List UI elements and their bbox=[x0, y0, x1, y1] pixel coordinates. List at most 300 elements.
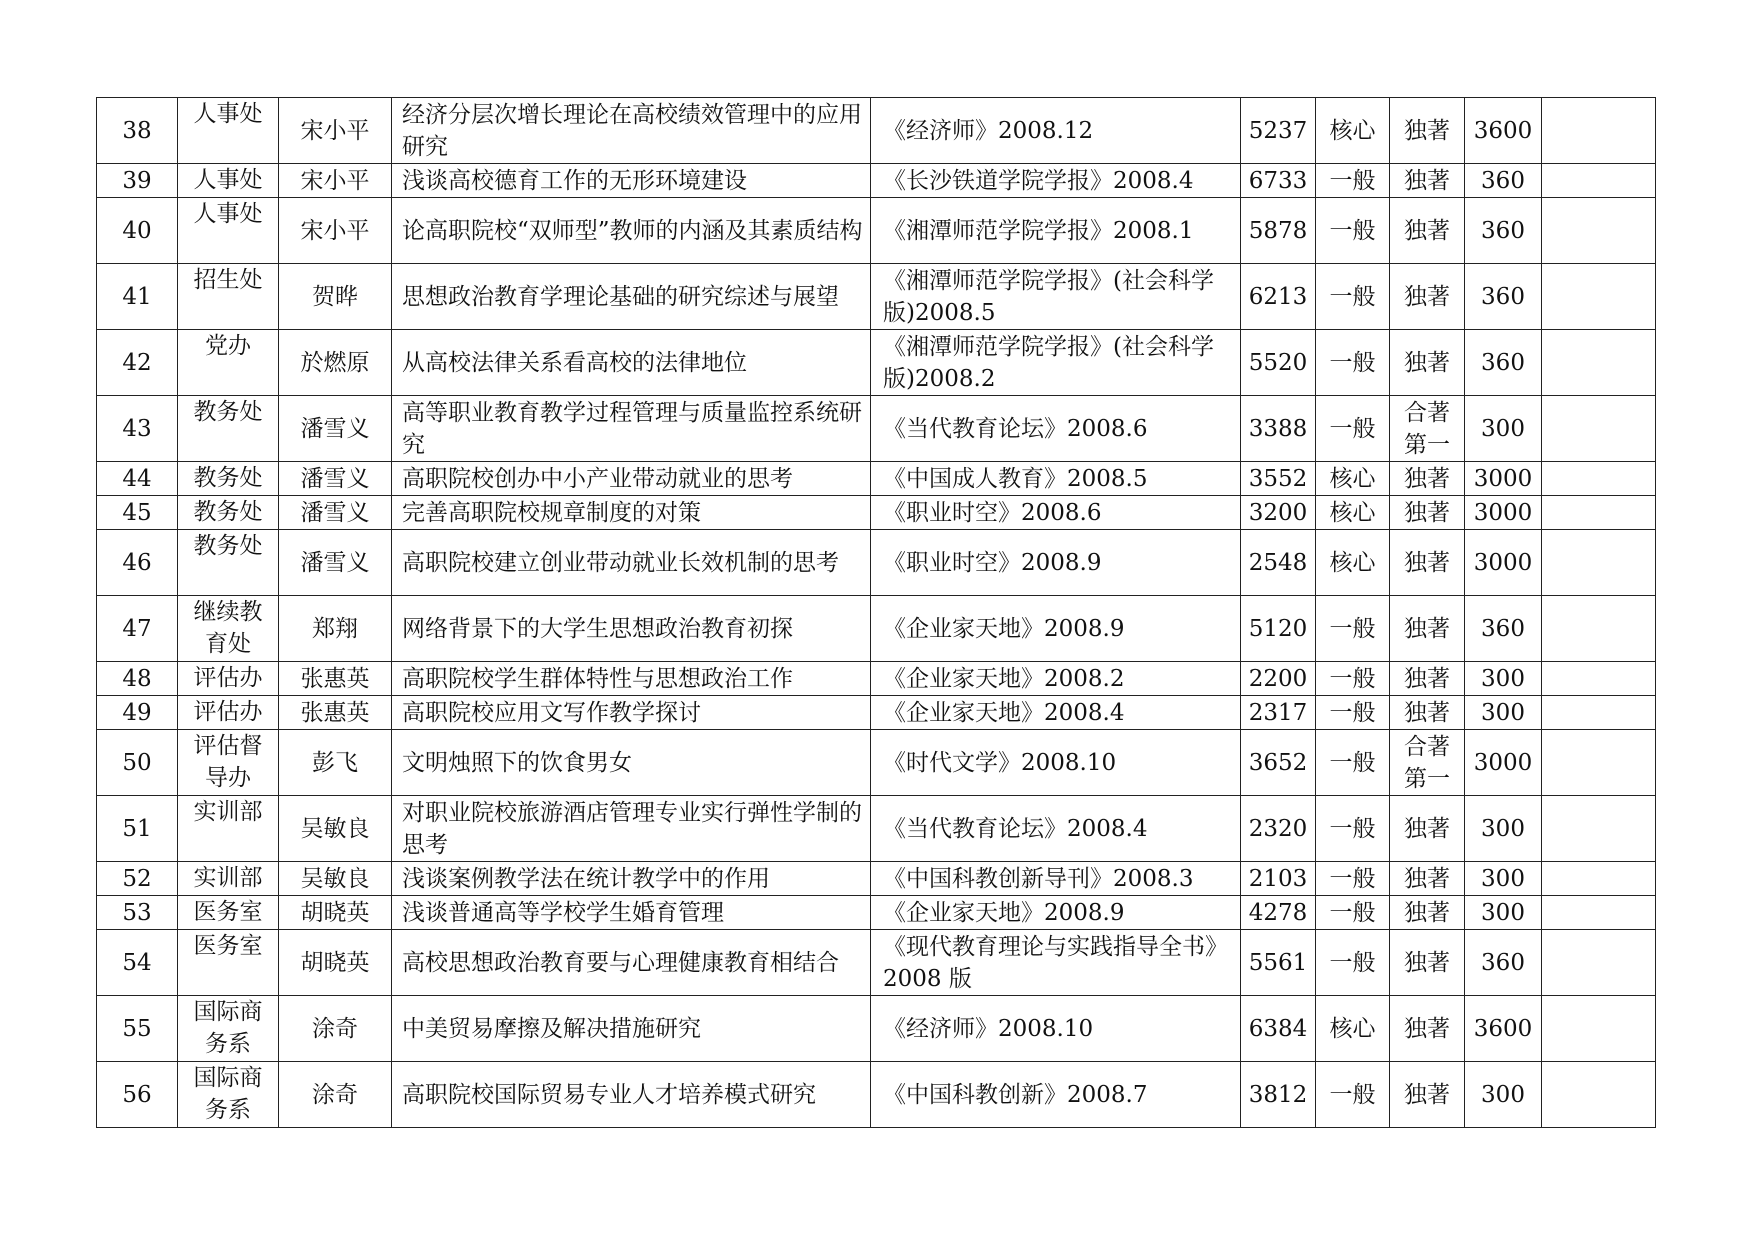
score: 300 bbox=[1481, 415, 1525, 442]
note-cell bbox=[1542, 862, 1656, 896]
journal-cell bbox=[871, 98, 1241, 164]
department: 国际商务系 bbox=[193, 999, 263, 1057]
score: 360 bbox=[1481, 217, 1525, 244]
author-cell bbox=[279, 396, 392, 462]
department-cell bbox=[178, 596, 279, 662]
authorship-type: 独著 bbox=[1404, 499, 1450, 526]
row-number: 53 bbox=[122, 899, 152, 926]
author: 涂奇 bbox=[312, 1081, 358, 1108]
journal-level: 一般 bbox=[1329, 167, 1376, 194]
department-cell bbox=[178, 496, 279, 530]
authorship-type-cell bbox=[1390, 796, 1465, 862]
word-count-cell bbox=[1241, 796, 1316, 862]
author: 於燃原 bbox=[300, 349, 370, 376]
authorship-type: 独著 bbox=[1404, 549, 1450, 576]
table-row bbox=[97, 98, 1656, 164]
word-count: 3652 bbox=[1248, 749, 1308, 776]
word-count-cell bbox=[1241, 198, 1316, 264]
score: 3000 bbox=[1473, 749, 1533, 776]
note-cell bbox=[1542, 264, 1656, 330]
paper-title: 高职院校学生群体特性与思想政治工作 bbox=[402, 665, 793, 692]
author-cell bbox=[279, 662, 392, 696]
journal-level-cell bbox=[1316, 330, 1390, 396]
score-cell bbox=[1465, 930, 1542, 996]
score-cell bbox=[1465, 164, 1542, 198]
paper-title: 浅谈案例教学法在统计教学中的作用 bbox=[402, 865, 770, 892]
journal: 《经济师》2008.12 bbox=[883, 117, 1094, 144]
note-cell bbox=[1542, 496, 1656, 530]
row-number: 40 bbox=[122, 217, 152, 244]
note-cell bbox=[1542, 98, 1656, 164]
journal-cell bbox=[871, 164, 1241, 198]
table-row bbox=[97, 662, 1656, 696]
journal-cell bbox=[871, 730, 1241, 796]
paper-title: 从高校法律关系看高校的法律地位 bbox=[402, 349, 747, 376]
department-cell bbox=[178, 164, 279, 198]
score-cell bbox=[1465, 496, 1542, 530]
department: 人事处 bbox=[193, 201, 263, 227]
word-count: 2548 bbox=[1248, 549, 1308, 576]
paper-title-cell bbox=[392, 896, 871, 930]
score: 300 bbox=[1481, 1081, 1525, 1108]
author-cell bbox=[279, 1062, 392, 1128]
row-number-cell bbox=[97, 930, 178, 996]
journal-cell bbox=[871, 862, 1241, 896]
word-count-cell bbox=[1241, 730, 1316, 796]
score: 3600 bbox=[1473, 1015, 1533, 1042]
note-cell bbox=[1542, 462, 1656, 496]
score-cell bbox=[1465, 330, 1542, 396]
table-row bbox=[97, 530, 1656, 596]
journal-cell bbox=[871, 198, 1241, 264]
authorship-type-cell bbox=[1390, 98, 1465, 164]
author: 张惠英 bbox=[300, 665, 370, 692]
authorship-type: 独著 bbox=[1404, 465, 1450, 492]
author-cell bbox=[279, 98, 392, 164]
journal: 《经济师》2008.10 bbox=[883, 1015, 1094, 1042]
score-cell bbox=[1465, 462, 1542, 496]
word-count: 4278 bbox=[1248, 899, 1308, 926]
journal-level: 一般 bbox=[1329, 349, 1376, 376]
journal: 《企业家天地》2008.4 bbox=[883, 699, 1125, 726]
paper-title: 高等职业教育教学过程管理与质量监控系统研究 bbox=[402, 399, 862, 458]
department: 医务室 bbox=[193, 933, 263, 959]
department: 评估督导办 bbox=[193, 733, 263, 791]
paper-title-cell bbox=[392, 496, 871, 530]
paper-title-cell bbox=[392, 264, 871, 330]
journal-level-cell bbox=[1316, 662, 1390, 696]
score-cell bbox=[1465, 862, 1542, 896]
journal-cell bbox=[871, 496, 1241, 530]
score-cell bbox=[1465, 996, 1542, 1062]
journal-cell bbox=[871, 330, 1241, 396]
authorship-type-cell bbox=[1390, 862, 1465, 896]
word-count-cell bbox=[1241, 896, 1316, 930]
authorship-type: 独著 bbox=[1404, 899, 1450, 926]
table-row bbox=[97, 896, 1656, 930]
author: 胡晓英 bbox=[300, 899, 370, 926]
row-number: 38 bbox=[122, 117, 152, 144]
paper-title-cell bbox=[392, 98, 871, 164]
note-cell bbox=[1542, 662, 1656, 696]
score: 300 bbox=[1481, 815, 1525, 842]
word-count: 2317 bbox=[1248, 699, 1308, 726]
journal: 《现代教育理论与实践指导全书》2008 版 bbox=[883, 933, 1228, 992]
word-count: 6384 bbox=[1248, 1015, 1308, 1042]
paper-title-cell bbox=[392, 996, 871, 1062]
journal: 《企业家天地》2008.9 bbox=[883, 899, 1125, 926]
row-number: 50 bbox=[122, 749, 152, 776]
paper-title: 论高职院校“双师型”教师的内涵及其素质结构 bbox=[402, 217, 863, 244]
author: 吴敏良 bbox=[300, 815, 370, 842]
author: 贺晔 bbox=[312, 283, 358, 310]
department-cell bbox=[178, 730, 279, 796]
word-count-cell bbox=[1241, 662, 1316, 696]
department-cell bbox=[178, 862, 279, 896]
journal-level: 一般 bbox=[1329, 699, 1376, 726]
row-number: 48 bbox=[122, 665, 152, 692]
journal-level-cell bbox=[1316, 1062, 1390, 1128]
word-count-cell bbox=[1241, 164, 1316, 198]
journal-level-cell bbox=[1316, 98, 1390, 164]
author: 吴敏良 bbox=[300, 865, 370, 892]
note-cell bbox=[1542, 730, 1656, 796]
row-number-cell bbox=[97, 596, 178, 662]
department-cell bbox=[178, 530, 279, 596]
department-cell bbox=[178, 896, 279, 930]
journal: 《中国科教创新》2008.7 bbox=[883, 1081, 1148, 1108]
journal-level: 一般 bbox=[1329, 415, 1376, 442]
authorship-type: 独著 bbox=[1404, 167, 1450, 194]
author-cell bbox=[279, 796, 392, 862]
score: 300 bbox=[1481, 865, 1525, 892]
word-count: 5561 bbox=[1248, 949, 1308, 976]
paper-title-cell bbox=[392, 596, 871, 662]
paper-title-cell bbox=[392, 396, 871, 462]
word-count-cell bbox=[1241, 930, 1316, 996]
journal-level: 一般 bbox=[1329, 615, 1376, 642]
department: 医务室 bbox=[193, 899, 263, 925]
row-number-cell bbox=[97, 996, 178, 1062]
journal-level: 一般 bbox=[1329, 1081, 1376, 1108]
department: 评估办 bbox=[193, 665, 263, 691]
authorship-type-cell bbox=[1390, 530, 1465, 596]
note-cell bbox=[1542, 164, 1656, 198]
journal-level-cell bbox=[1316, 996, 1390, 1062]
score-cell bbox=[1465, 662, 1542, 696]
paper-title: 经济分层次增长理论在高校绩效管理中的应用研究 bbox=[402, 101, 862, 160]
journal-level: 一般 bbox=[1329, 865, 1376, 892]
table-row bbox=[97, 862, 1656, 896]
paper-title: 对职业院校旅游酒店管理专业实行弹性学制的思考 bbox=[402, 799, 862, 858]
journal-cell bbox=[871, 462, 1241, 496]
authorship-type: 独著 bbox=[1404, 349, 1450, 376]
table-row bbox=[97, 396, 1656, 462]
authorship-type-cell bbox=[1390, 462, 1465, 496]
journal-cell bbox=[871, 530, 1241, 596]
note-cell bbox=[1542, 996, 1656, 1062]
journal: 《当代教育论坛》2008.4 bbox=[883, 815, 1148, 842]
department-cell bbox=[178, 930, 279, 996]
department: 教务处 bbox=[193, 399, 263, 425]
note-cell bbox=[1542, 696, 1656, 730]
author-cell bbox=[279, 996, 392, 1062]
journal: 《湘潭师范学院学报》(社会科学版)2008.5 bbox=[883, 267, 1214, 326]
score-cell bbox=[1465, 730, 1542, 796]
author-cell bbox=[279, 496, 392, 530]
journal-level: 一般 bbox=[1329, 749, 1376, 776]
word-count: 3552 bbox=[1248, 465, 1308, 492]
journal-level-cell bbox=[1316, 264, 1390, 330]
row-number-cell bbox=[97, 396, 178, 462]
author-cell bbox=[279, 164, 392, 198]
table-row bbox=[97, 164, 1656, 198]
authorship-type-cell bbox=[1390, 264, 1465, 330]
authorship-type: 独著 bbox=[1404, 117, 1450, 144]
word-count: 5520 bbox=[1248, 349, 1308, 376]
department-cell bbox=[178, 796, 279, 862]
table-row bbox=[97, 696, 1656, 730]
row-number: 52 bbox=[122, 865, 152, 892]
author: 潘雪义 bbox=[300, 499, 370, 526]
score-cell bbox=[1465, 264, 1542, 330]
journal-level: 核心 bbox=[1329, 549, 1376, 576]
table-row bbox=[97, 264, 1656, 330]
journal: 《企业家天地》2008.2 bbox=[883, 665, 1125, 692]
paper-title: 网络背景下的大学生思想政治教育初探 bbox=[402, 615, 793, 642]
score-cell bbox=[1465, 596, 1542, 662]
paper-title-cell bbox=[392, 1062, 871, 1128]
row-number: 44 bbox=[122, 465, 152, 492]
score: 3000 bbox=[1473, 465, 1533, 492]
department: 实训部 bbox=[193, 865, 263, 891]
authorship-type: 独著 bbox=[1404, 283, 1450, 310]
score-cell bbox=[1465, 198, 1542, 264]
department-cell bbox=[178, 696, 279, 730]
publication-record-sheet bbox=[96, 97, 1655, 1128]
table-row bbox=[97, 462, 1656, 496]
word-count-cell bbox=[1241, 596, 1316, 662]
note-cell bbox=[1542, 198, 1656, 264]
word-count: 3200 bbox=[1248, 499, 1308, 526]
authorship-type: 独著 bbox=[1404, 865, 1450, 892]
paper-title: 文明烛照下的饮食男女 bbox=[402, 749, 632, 776]
score: 360 bbox=[1481, 349, 1525, 376]
row-number: 49 bbox=[122, 699, 152, 726]
authorship-type: 独著 bbox=[1404, 699, 1450, 726]
table-row bbox=[97, 1062, 1656, 1128]
journal-cell bbox=[871, 396, 1241, 462]
row-number-cell bbox=[97, 730, 178, 796]
word-count-cell bbox=[1241, 696, 1316, 730]
author: 涂奇 bbox=[312, 1015, 358, 1042]
paper-title-cell bbox=[392, 164, 871, 198]
score-cell bbox=[1465, 396, 1542, 462]
word-count-cell bbox=[1241, 1062, 1316, 1128]
score-cell bbox=[1465, 530, 1542, 596]
word-count: 5237 bbox=[1248, 117, 1308, 144]
score: 3000 bbox=[1473, 549, 1533, 576]
author: 潘雪义 bbox=[300, 549, 370, 576]
author-cell bbox=[279, 330, 392, 396]
author: 潘雪义 bbox=[300, 465, 370, 492]
paper-title-cell bbox=[392, 930, 871, 996]
paper-title: 高职院校建立创业带动就业长效机制的思考 bbox=[402, 549, 839, 576]
author-cell bbox=[279, 930, 392, 996]
row-number: 55 bbox=[122, 1015, 152, 1042]
word-count-cell bbox=[1241, 496, 1316, 530]
department-cell bbox=[178, 98, 279, 164]
department: 党办 bbox=[205, 333, 251, 359]
journal-level: 一般 bbox=[1329, 283, 1376, 310]
journal-level-cell bbox=[1316, 696, 1390, 730]
journal: 《企业家天地》2008.9 bbox=[883, 615, 1125, 642]
authorship-type: 独著 bbox=[1404, 1015, 1450, 1042]
authorship-type-cell bbox=[1390, 996, 1465, 1062]
word-count: 2103 bbox=[1248, 865, 1308, 892]
journal-level: 一般 bbox=[1329, 665, 1376, 692]
journal: 《湘潭师范学院学报》2008.1 bbox=[883, 217, 1194, 244]
word-count: 6213 bbox=[1248, 283, 1308, 310]
paper-title: 完善高职院校规章制度的对策 bbox=[402, 499, 701, 526]
department-cell bbox=[178, 396, 279, 462]
note-cell bbox=[1542, 1062, 1656, 1128]
journal-level-cell bbox=[1316, 862, 1390, 896]
score-cell bbox=[1465, 98, 1542, 164]
score-cell bbox=[1465, 1062, 1542, 1128]
journal: 《时代文学》2008.10 bbox=[883, 749, 1117, 776]
word-count-cell bbox=[1241, 530, 1316, 596]
row-number-cell bbox=[97, 530, 178, 596]
department: 教务处 bbox=[193, 499, 263, 525]
row-number: 54 bbox=[122, 949, 152, 976]
journal-level-cell bbox=[1316, 396, 1390, 462]
row-number: 47 bbox=[122, 615, 152, 642]
paper-title-cell bbox=[392, 730, 871, 796]
authorship-type-cell bbox=[1390, 1062, 1465, 1128]
score: 360 bbox=[1481, 615, 1525, 642]
journal-level-cell bbox=[1316, 596, 1390, 662]
author: 郑翔 bbox=[312, 615, 358, 642]
score: 360 bbox=[1481, 167, 1525, 194]
row-number-cell bbox=[97, 662, 178, 696]
department-cell bbox=[178, 996, 279, 1062]
score: 360 bbox=[1481, 949, 1525, 976]
department: 实训部 bbox=[193, 799, 263, 825]
author-cell bbox=[279, 530, 392, 596]
row-number-cell bbox=[97, 1062, 178, 1128]
table-row bbox=[97, 996, 1656, 1062]
journal-level-cell bbox=[1316, 796, 1390, 862]
paper-title: 高职院校创办中小产业带动就业的思考 bbox=[402, 465, 793, 492]
authorship-type: 独著 bbox=[1404, 815, 1450, 842]
note-cell bbox=[1542, 796, 1656, 862]
authorship-type-cell bbox=[1390, 330, 1465, 396]
note-cell bbox=[1542, 596, 1656, 662]
row-number: 56 bbox=[122, 1081, 152, 1108]
department-cell bbox=[178, 462, 279, 496]
author-cell bbox=[279, 896, 392, 930]
score: 360 bbox=[1481, 283, 1525, 310]
row-number-cell bbox=[97, 98, 178, 164]
department-cell bbox=[178, 264, 279, 330]
journal-cell bbox=[871, 696, 1241, 730]
table-row bbox=[97, 930, 1656, 996]
journal-cell bbox=[871, 996, 1241, 1062]
score: 3600 bbox=[1473, 117, 1533, 144]
note-cell bbox=[1542, 896, 1656, 930]
paper-title-cell bbox=[392, 330, 871, 396]
row-number: 45 bbox=[122, 499, 152, 526]
authorship-type-cell bbox=[1390, 930, 1465, 996]
table-row bbox=[97, 796, 1656, 862]
journal-level-cell bbox=[1316, 496, 1390, 530]
author-cell bbox=[279, 696, 392, 730]
authorship-type-cell bbox=[1390, 164, 1465, 198]
score-cell bbox=[1465, 696, 1542, 730]
journal-level-cell bbox=[1316, 930, 1390, 996]
score: 3000 bbox=[1473, 499, 1533, 526]
word-count: 3388 bbox=[1248, 415, 1308, 442]
department: 招生处 bbox=[193, 267, 263, 293]
authorship-type: 独著 bbox=[1404, 949, 1450, 976]
score: 300 bbox=[1481, 899, 1525, 926]
journal-cell bbox=[871, 662, 1241, 696]
journal-cell bbox=[871, 796, 1241, 862]
journal-cell bbox=[871, 930, 1241, 996]
note-cell bbox=[1542, 930, 1656, 996]
author: 潘雪义 bbox=[300, 415, 370, 442]
journal-cell bbox=[871, 596, 1241, 662]
author-cell bbox=[279, 730, 392, 796]
row-number-cell bbox=[97, 198, 178, 264]
authorship-type-cell bbox=[1390, 396, 1465, 462]
row-number-cell bbox=[97, 264, 178, 330]
journal-level-cell bbox=[1316, 198, 1390, 264]
note-cell bbox=[1542, 530, 1656, 596]
paper-title-cell bbox=[392, 862, 871, 896]
table-row bbox=[97, 730, 1656, 796]
word-count-cell bbox=[1241, 264, 1316, 330]
score-cell bbox=[1465, 896, 1542, 930]
department: 人事处 bbox=[193, 101, 263, 127]
journal: 《中国科教创新导刊》2008.3 bbox=[883, 865, 1194, 892]
journal-level: 一般 bbox=[1329, 815, 1376, 842]
table-body bbox=[97, 98, 1656, 1128]
journal-level: 核心 bbox=[1329, 1015, 1376, 1042]
authorship-type-cell bbox=[1390, 496, 1465, 530]
journal-level: 一般 bbox=[1329, 899, 1376, 926]
word-count-cell bbox=[1241, 396, 1316, 462]
word-count: 2200 bbox=[1248, 665, 1308, 692]
department: 继续教育处 bbox=[193, 599, 263, 657]
row-number-cell bbox=[97, 164, 178, 198]
word-count: 2320 bbox=[1248, 815, 1308, 842]
score: 300 bbox=[1481, 699, 1525, 726]
row-number: 39 bbox=[122, 167, 152, 194]
authorship-type: 合著第一 bbox=[1404, 399, 1450, 458]
publication-table bbox=[96, 97, 1656, 1128]
department: 国际商务系 bbox=[193, 1065, 263, 1123]
journal-cell bbox=[871, 264, 1241, 330]
note-cell bbox=[1542, 330, 1656, 396]
row-number: 42 bbox=[122, 349, 152, 376]
table-row bbox=[97, 596, 1656, 662]
paper-title-cell bbox=[392, 796, 871, 862]
authorship-type-cell bbox=[1390, 896, 1465, 930]
authorship-type: 独著 bbox=[1404, 615, 1450, 642]
department: 评估办 bbox=[193, 699, 263, 725]
